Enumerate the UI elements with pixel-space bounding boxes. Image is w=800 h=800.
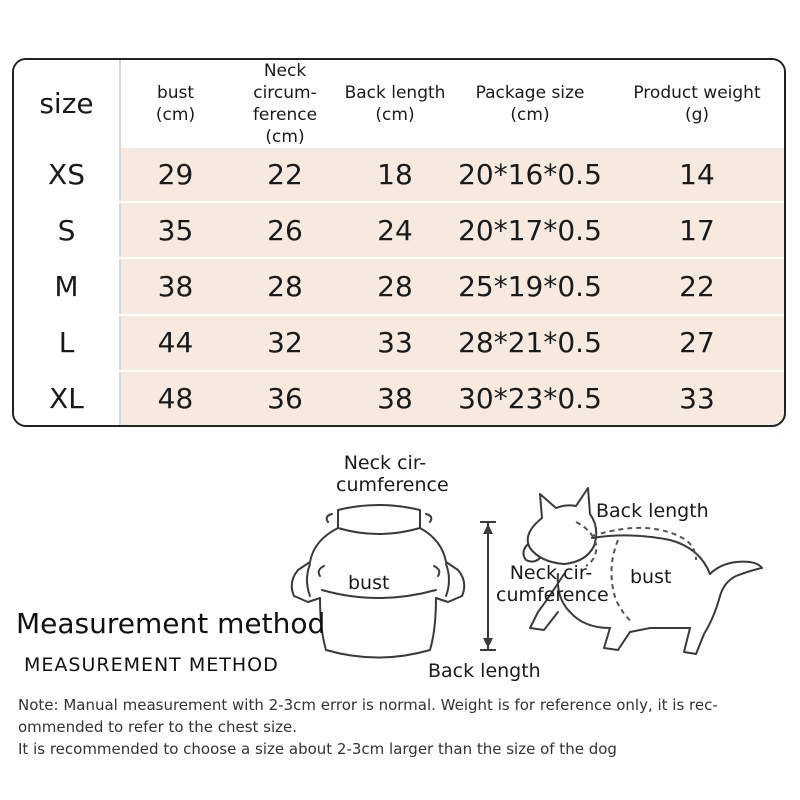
- neck-cell: 26: [230, 202, 340, 258]
- dog-bust-label: bust: [630, 566, 672, 588]
- package-size-cell: 30*23*0.5: [458, 381, 602, 415]
- package-size-cell: 20*16*0.5: [450, 148, 610, 202]
- package-size-cell: 28*21*0.5: [450, 315, 610, 371]
- bust-cell: 48: [157, 381, 194, 415]
- header-bust: [120, 60, 230, 148]
- note-text: [18, 694, 788, 760]
- header-bust-label: bust: [156, 83, 195, 103]
- size-cell: XL: [14, 371, 120, 425]
- table-header-row: [14, 60, 784, 148]
- size-cell: M: [14, 258, 120, 314]
- garment-back-length-label: Back length: [428, 660, 541, 682]
- neck-cell: 28: [230, 258, 340, 314]
- size-cell: S: [14, 202, 120, 258]
- header-weight-label: Product weight: [633, 83, 761, 103]
- weight-cell: 22: [610, 258, 784, 314]
- header-size: size: [14, 60, 120, 148]
- back-length-cell: 33: [340, 315, 450, 371]
- garment-neck-label-line2: cumference: [336, 474, 449, 496]
- garment-diagram: [280, 500, 510, 670]
- header-bust-unit: (cm): [155, 105, 196, 125]
- bust-cell: 44: [120, 315, 230, 371]
- bust-cell: 35: [120, 202, 230, 258]
- neck-cell: 22: [230, 148, 340, 202]
- dog-neck-label: [496, 562, 609, 606]
- measurement-method-subtitle: MEASUREMENT METHOD: [24, 654, 279, 676]
- note-line-3: It is recommended to choose a size about 2-3cm larger than the size of the dog: [18, 740, 617, 758]
- table-row: [14, 258, 784, 314]
- table-row: [14, 202, 784, 258]
- measurement-method-title: Measurement method: [16, 607, 326, 640]
- weight-cell: 33: [679, 381, 715, 415]
- weight-cell: 14: [610, 148, 784, 202]
- header-back-length: [340, 60, 450, 148]
- note-line-2: ommended to refer to the chest size.: [18, 718, 298, 736]
- header-neck: [230, 60, 340, 148]
- back-length-cell: 28: [340, 258, 450, 314]
- header-product-weight: [610, 60, 784, 148]
- dog-back-length-label: Back length: [596, 500, 709, 522]
- header-package-size: [450, 60, 610, 148]
- header-package-unit: (cm): [510, 105, 550, 125]
- header-neck-label-1: Neck circum-: [253, 61, 317, 103]
- header-back-unit: (cm): [375, 105, 415, 125]
- dog-neck-label-line1: Neck cir-: [509, 562, 593, 584]
- neck-cell: 36: [267, 381, 303, 415]
- package-size-cell: 20*17*0.5: [450, 202, 610, 258]
- garment-neck-label-line1: Neck cir-: [343, 452, 427, 474]
- header-neck-unit: (cm): [265, 127, 305, 147]
- package-size-cell: 25*19*0.5: [450, 258, 610, 314]
- table-row: [14, 371, 784, 425]
- back-length-cell: 18: [340, 148, 450, 202]
- header-back-label: Back length: [344, 83, 446, 103]
- neck-cell: 32: [230, 315, 340, 371]
- header-neck-label-2: ference: [252, 105, 318, 125]
- table-row: [14, 315, 784, 371]
- bust-cell: 38: [120, 258, 230, 314]
- dog-neck-label-line2: cumference: [496, 584, 609, 606]
- bust-cell: 29: [120, 148, 230, 202]
- note-line-1: Note: Manual measurement with 2-3cm error is normal. Weight is for reference only, it is rec-: [18, 696, 718, 714]
- weight-cell: 27: [610, 315, 784, 371]
- weight-cell: 17: [610, 202, 784, 258]
- size-cell: XS: [14, 148, 120, 202]
- garment-bust-label: bust: [348, 572, 390, 594]
- header-weight-unit: (g): [684, 105, 710, 125]
- header-package-label: Package size: [475, 83, 585, 103]
- size-chart-table: [12, 58, 786, 427]
- back-length-cell: 38: [377, 381, 413, 415]
- garment-neck-label: [336, 452, 449, 496]
- size-cell: L: [14, 315, 120, 371]
- back-length-cell: 24: [340, 202, 450, 258]
- table-row: [14, 148, 784, 202]
